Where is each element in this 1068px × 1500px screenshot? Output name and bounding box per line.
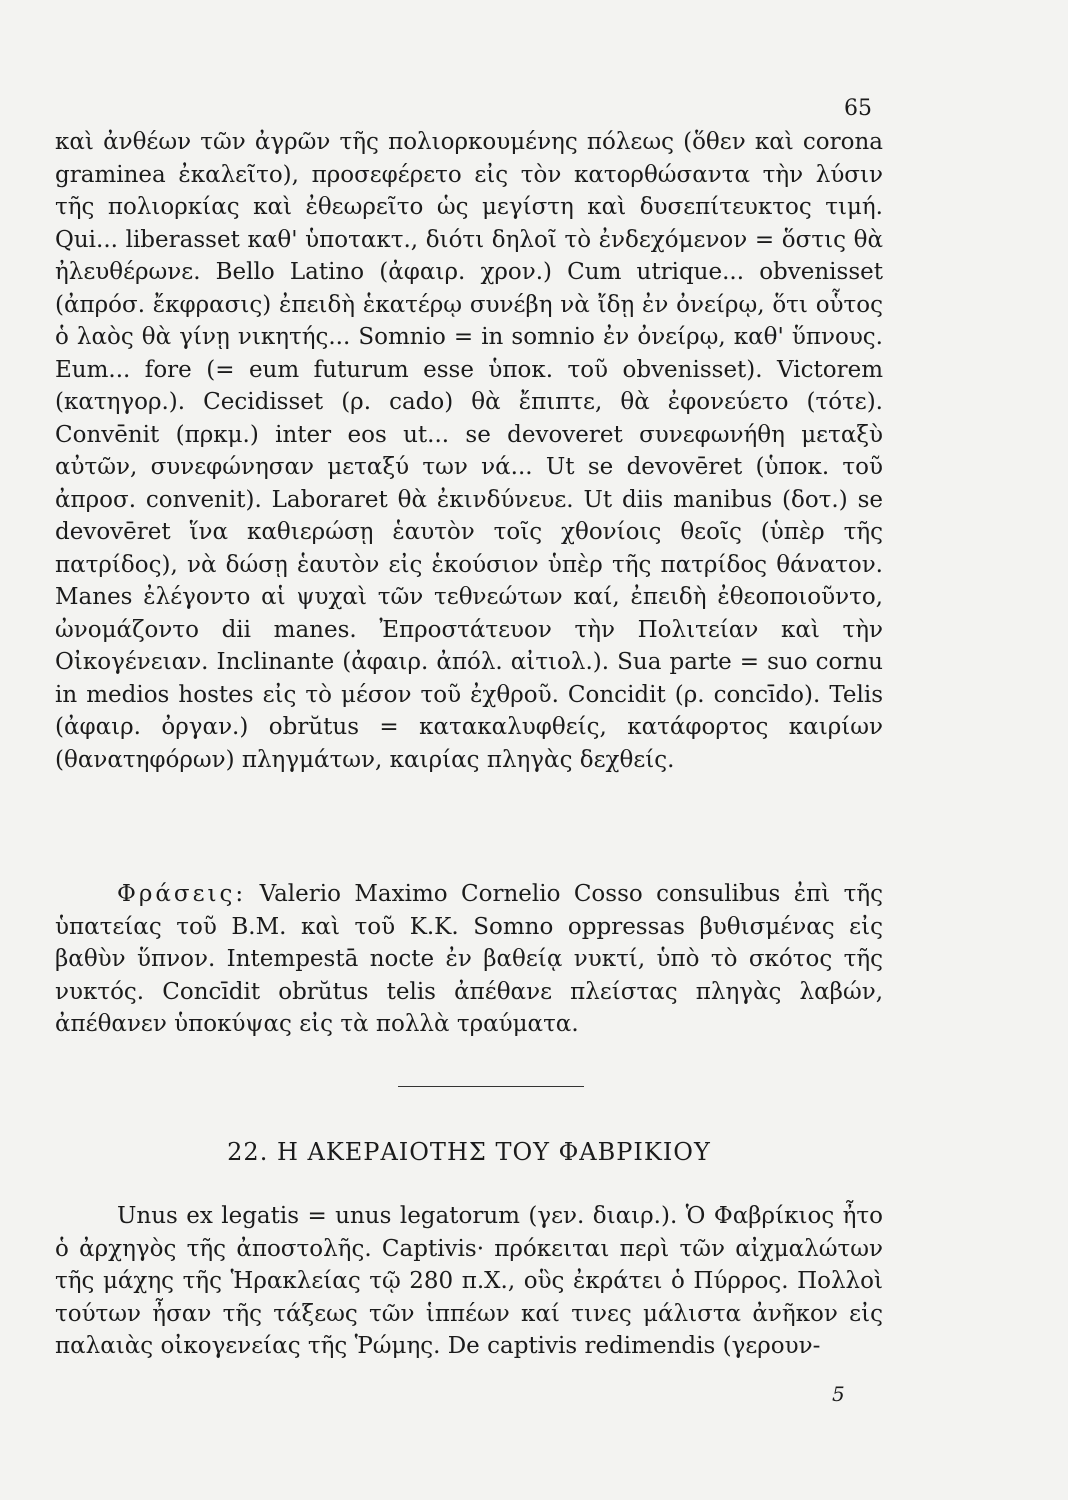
paragraph-text: [55, 878, 883, 1041]
phrases-paragraph: [55, 878, 883, 1041]
paragraph-text: καὶ ἀνθέων τῶν ἀγρῶν τῆς πολιορκουμένης πόλεως (ὅθεν καὶ corona graminea ἐκαλεῖτο), προσεφέρετο εἰς τὸν κατορθώσαντα τὴν λύσιν τῆς πολιορκίας καὶ ἐθεωρεῖτο ὡς μεγίστη καὶ δυσεπίτευκτος τιμή. Qui... liberasset καθ' ὑποτακτ., διότι δηλοῖ τὸ ἐνδεχόμενον = ὅστις θὰ ἠλευθέρωνε. Bello Latino (ἀφαιρ. χρον.) Cum utrique... obvenisset (ἀπρόσ. ἔκφρασις) ἐπειδὴ ἑκατέρῳ συνέβη νὰ ἴδῃ ἐν ὀνείρῳ, ὅτι οὗτος ὁ λαὸς θὰ γίνῃ νικητής... Somnio = in somnio ἐν ὀνείρῳ, καθ' ὕπνους. Eum... fore (= eum futurum esse ὑποκ. τοῦ obvenisset). Victorem (κατηγορ.). Cecidisset (ρ. cado) θὰ ἔπιπτε, θὰ ἐφονεύετο (τότε). Convēnit (πρκμ.) inter eos ut... se devoveret συνεφωνήθη μεταξὺ αὐτῶν, συνεφώνησαν μεταξύ των νά... Ut se devovēret (ὑποκ. τοῦ ἀπροσ. convenit). Laboraret θὰ ἐκινδύνευε. Ut diis manibus (δοτ.) se devovēret ἵνα καθιερώσῃ ἑαυτὸν τοῖς χθονίοις θεοῖς (ὑπὲρ τῆς πατρίδος), νὰ δώσῃ ἑαυτὸν εἰς ἑκούσιον ὑπὲρ τῆς πατρίδος θάνατον. Manes ἐλέγοντο αἱ ψυχαὶ τῶν τεθνεώτων καί, ἐπειδὴ ἐθεοποιοῦντο, ὠνομάζοντο dii manes. Ἐπροστάτευον τὴν Πολιτείαν καὶ τὴν Οἰκογένειαν. Inclinante (ἀφαιρ. ἀπόλ. αἰτιολ.). Sua parte = suo cornu in medios hostes εἰς τὸ μέσον τοῦ ἐχθροῦ. Concidit (ρ. concīdo). Telis (ἀφαιρ. ὀργαν.) obrŭtus = κατακαλυφθείς, κατάφορτος καιρίων (θανατηφόρων) πληγμάτων, καιρίας πληγὰς δεχθείς.: [55, 129, 883, 773]
phrases-label: Φράσεις:: [117, 881, 247, 907]
section-heading: 22. Η ΑΚΕΡΑΙΟΤΗΣ ΤΟΥ ΦΑΒΡΙΚΙΟΥ: [227, 1138, 711, 1166]
section-divider: [398, 1086, 584, 1087]
page-number: 65: [844, 96, 872, 121]
commentary-paragraph-3: [55, 1200, 883, 1363]
commentary-paragraph-1: [55, 126, 883, 776]
paragraph-text: Unus ex legatis = unus legatorum (γεν. διαιρ.). Ὁ Φαβρίκιος ἦτο ὁ ἀρχηγὸς τῆς ἀποστολῆς. Captivis· πρόκειται περὶ τῶν αἰχμαλώτων τῆς μάχης τῆς Ἡρακλείας τῷ 280 π.Χ., οὓς ἐκράτει ὁ Πύρρος. Πολλοὶ τούτων ἦσαν τῆς τάξεως τῶν ἱππέων καί τινες μάλιστα ἀνῆκον εἰς παλαιὰς οἰκογενείας τῆς Ῥώμης. De captivis redimendis (γερουν-: [55, 1203, 883, 1359]
phrases-text: Valerio Maximo Cornelio Cosso consulibus ἐπὶ τῆς ὑπατείας τοῦ Β.Μ. καὶ τοῦ Κ.Κ. Somno oppressas βυθισμένας εἰς βαθὺν ὕπνον. Intempestā nocte ἐν βαθείᾳ νυκτί, ὑπὸ τὸ σκότος τῆς νυκτός. Concīdit obrŭtus telis ἀπέθανε πλείστας πληγὰς λαβών, ἀπέθανεν ὑποκύψας εἰς τὰ πολλὰ τραύματα.: [55, 881, 883, 1037]
signature-mark: 5: [832, 1382, 845, 1406]
